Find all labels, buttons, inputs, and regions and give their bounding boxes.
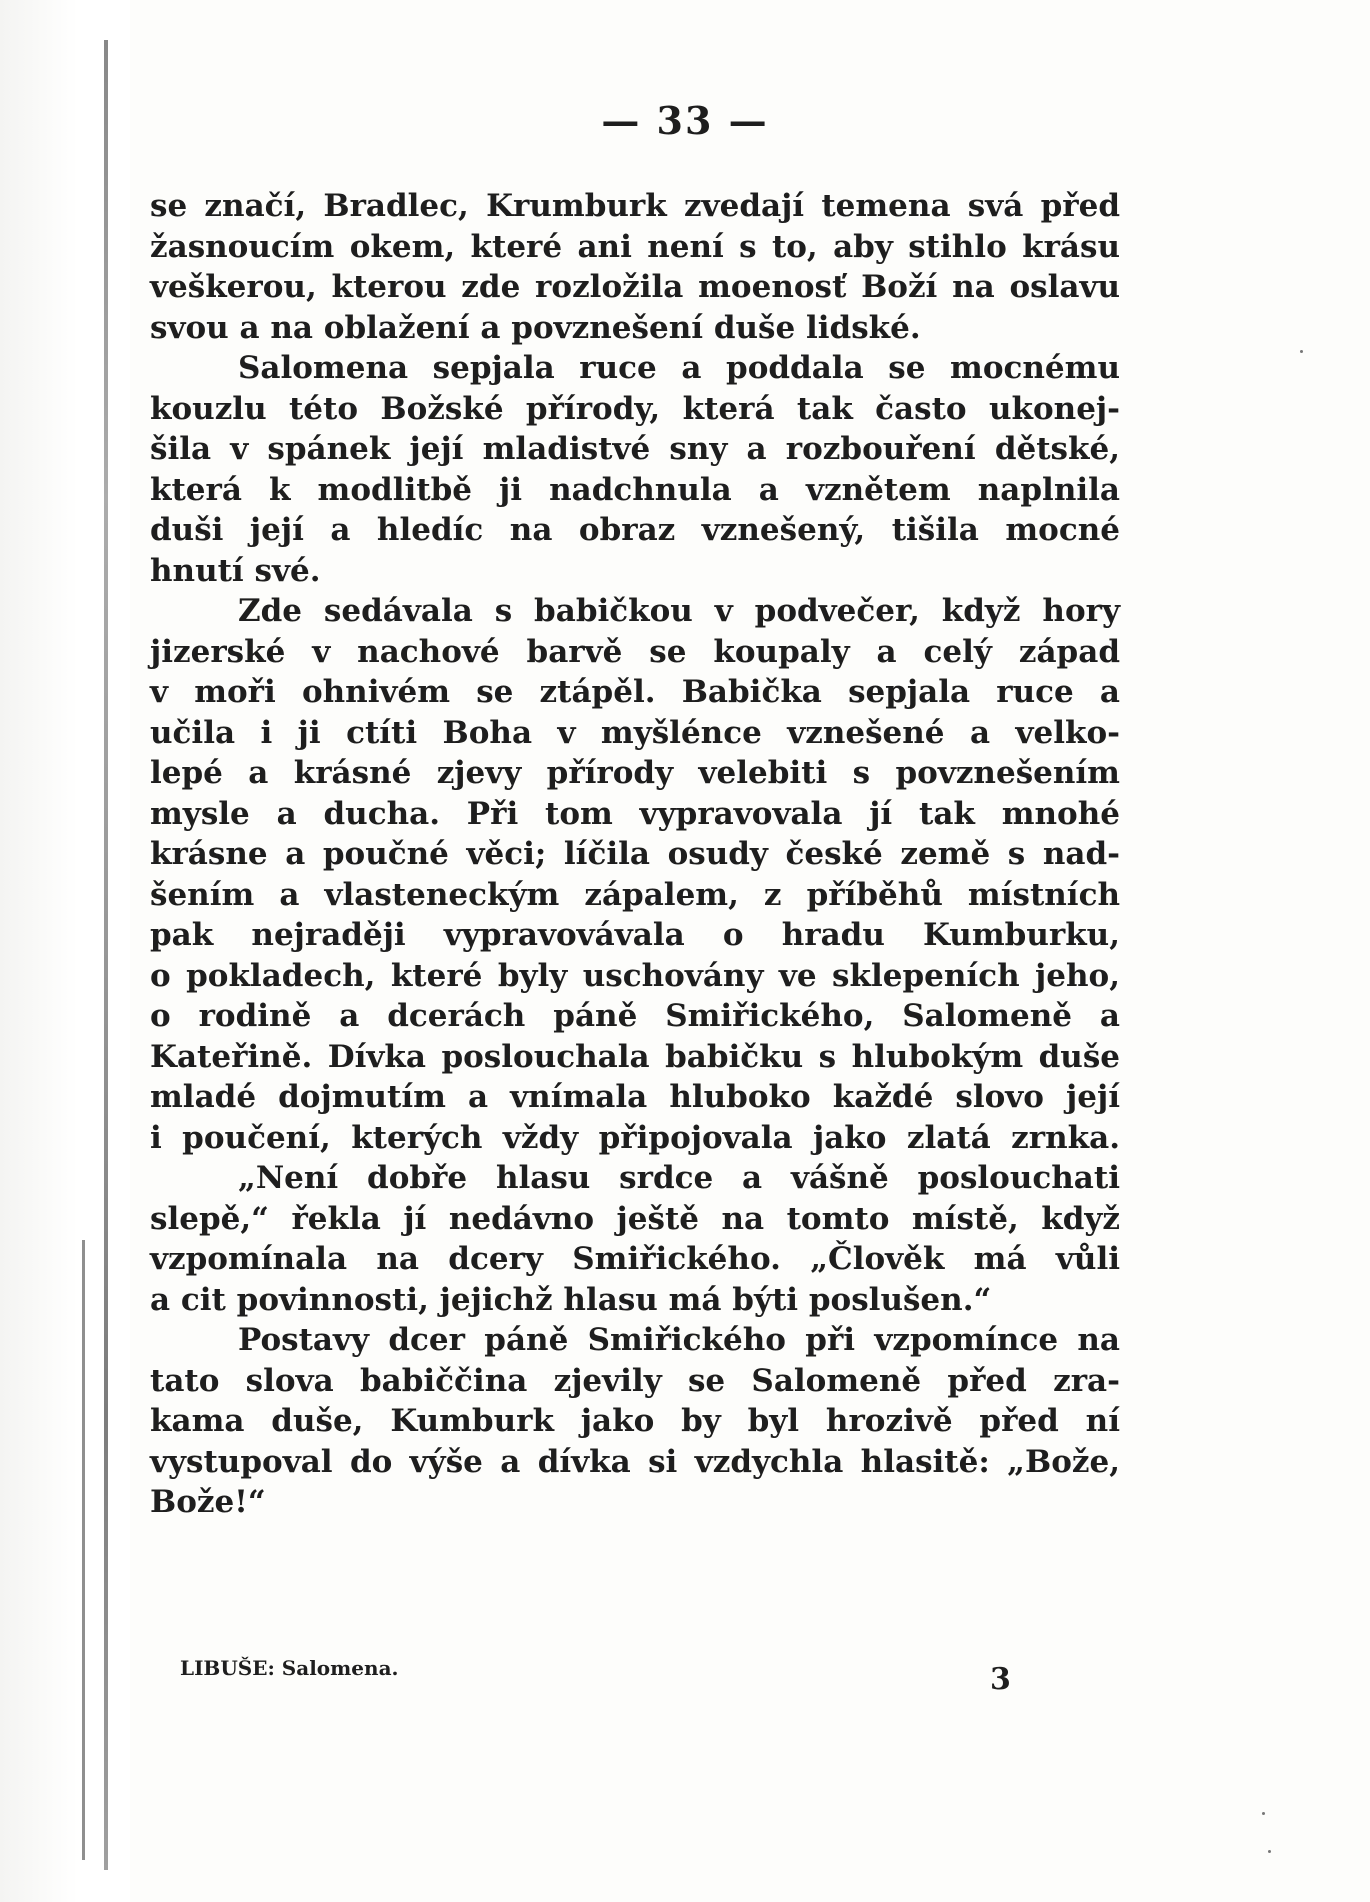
body-text bbox=[150, 186, 1120, 1523]
binding-edge-line bbox=[104, 40, 108, 1870]
text-line: kama duše, Kumburk jako by byl hrozivě před ní bbox=[150, 1403, 1120, 1439]
binding-edge-line-lower bbox=[82, 1240, 85, 1860]
page-gutter bbox=[0, 0, 130, 1902]
text-line: o pokladech, které byly uschovány ve sklepeních jeho, bbox=[150, 957, 1120, 994]
text-line: tato slova babiččina zjevily se Salomeně před zra- bbox=[150, 1362, 1120, 1399]
text-line: o rodině a dcerách páně Smiřického, Salomeně a bbox=[150, 998, 1120, 1034]
footer-signature: LIBUŠE: Salomena. bbox=[180, 1656, 399, 1680]
text-line: šením a vlasteneckým zápalem, z příběhů místních bbox=[150, 876, 1120, 913]
text-line: duši její a hledíc na obraz vznešený, tišila mocné bbox=[150, 512, 1120, 548]
text-line: učila i ji ctíti Boha v myšlénce vznešené a velko- bbox=[150, 714, 1120, 751]
text-line: Kateřině. Dívka poslouchala babičku s hlubokým duše bbox=[150, 1038, 1120, 1075]
text-line: „Není dobře hlasu srdce a vášně poslouchati bbox=[238, 1160, 1120, 1196]
text-line: žasnoucím okem, které ani není s to, aby stihlo krásu bbox=[150, 228, 1120, 265]
text-line: i poučení, kterých vždy připojovala jako zlatá zrnka. bbox=[150, 1119, 1120, 1156]
text-line: lepé a krásné zjevy přírody velebiti s povznešením bbox=[150, 755, 1120, 791]
text-line: veškerou, kterou zde rozložila moenosť Boží na oslavu bbox=[150, 269, 1120, 305]
page-number: — 33 — bbox=[601, 98, 769, 143]
text-line: šila v spánek její mladistvé sny a rozbouření dětské, bbox=[150, 431, 1120, 467]
text-line: a cit povinnosti, jejichž hlasu má býti poslušen.“ bbox=[150, 1281, 992, 1318]
scan-speck bbox=[1262, 1812, 1265, 1815]
text-line: Postavy dcer páně Smiřického při vzpomínce na bbox=[238, 1322, 1120, 1358]
text-line: mysle a ducha. Při tom vypravovala jí tak mnohé bbox=[150, 795, 1120, 832]
text-line: se značí, Bradlec, Krumburk zvedají temena svá před bbox=[150, 188, 1120, 224]
text-line: jizerské v nachové barvě se koupaly a celý západ bbox=[150, 633, 1120, 670]
text-line: mladé dojmutím a vnímala hluboko každé slovo její bbox=[150, 1079, 1120, 1115]
text-line: v moři ohnivém se ztápěl. Babička sepjala ruce a bbox=[150, 674, 1120, 710]
text-line: která k modlitbě ji nadchnula a vznětem naplnila bbox=[150, 471, 1120, 508]
text-line: Zde sedávala s babičkou v podvečer, když hory bbox=[238, 593, 1120, 629]
text-line: slepě,“ řekla jí nedávno ještě na tomto místě, když bbox=[150, 1200, 1120, 1237]
text-line: Bože!“ bbox=[150, 1484, 266, 1520]
scan-speck bbox=[1268, 1850, 1271, 1853]
footer-sheet-number: 3 bbox=[990, 1662, 1011, 1697]
text-line: pak nejraději vypravovávala o hradu Kumburku, bbox=[150, 917, 1120, 953]
text-line: svou a na oblažení a povznešení duše lidské. bbox=[150, 309, 921, 346]
text-line: kouzlu této Božské přírody, která tak často ukonej- bbox=[150, 390, 1120, 427]
scan-speck bbox=[1300, 350, 1303, 353]
text-line: Salomena sepjala ruce a poddala se mocnému bbox=[238, 350, 1120, 386]
text-line: vystupoval do výše a dívka si vzdychla hlasitě: „Bože, bbox=[150, 1443, 1120, 1480]
text-line: krásne a poučné věci; líčila osudy české země s nad- bbox=[150, 836, 1120, 872]
text-line: hnutí své. bbox=[150, 552, 321, 589]
text-line: vzpomínala na dcery Smiřického. „Člověk má vůli bbox=[150, 1241, 1120, 1277]
